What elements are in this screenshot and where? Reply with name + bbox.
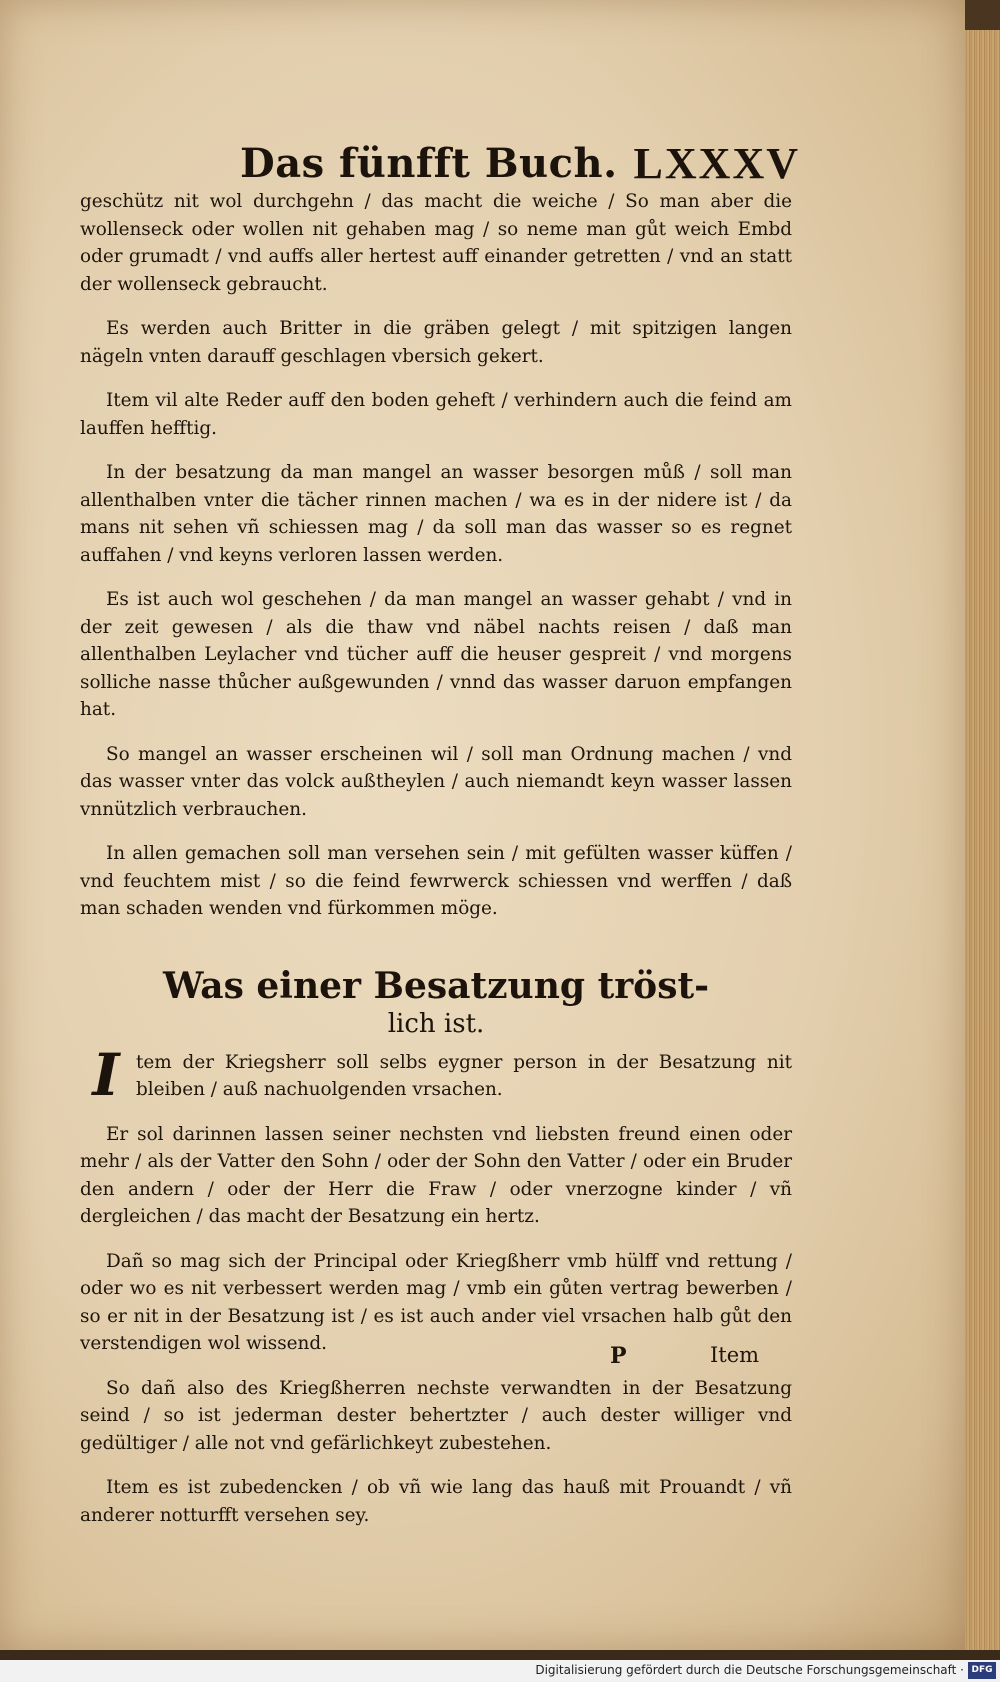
paragraph: So mangel an wasser erscheinen wil / soll man Ordnung machen / vnd das wasser vnter das volck außtheylen / auch niemandt keyn wasser lassen vnnützlich verbrauchen. <box>80 743 792 820</box>
signature-mark: P <box>610 1343 627 1369</box>
running-title: Das fünfft Buch. <box>240 140 618 187</box>
footer-credit: Digitalisierung gefördert durch die Deutsche Forschungsgemeinschaft · <box>535 1663 964 1677</box>
paragraph: geschütz nit wol durchgehn / das macht die weiche / So man aber die wollenseck oder wollen nit gehaben mag / so neme man gůt weich Embd oder grumadt / vnd auffs aller hertest auff einander getretten / vnd an statt der wollenseck gebraucht. <box>80 191 792 295</box>
section-intro-text: tem der Kriegsherr soll selbs eygner person in der Besatzung nit bleiben / auß nachuolgenden vrsachen. <box>136 1051 792 1100</box>
page-edge-shadow <box>965 0 1000 30</box>
section-heading <box>80 965 792 1041</box>
paragraph: So dañ also des Kriegßherren nechste verwandten in der Besatzung seind / so ist jederman dester behertzter / auch dester williger vnd gedültiger / alle not vnd gefärlichkeyt zubestehen. <box>80 1377 792 1454</box>
paragraph: Item es ist zubedencken / ob vñ wie lang das hauß mit Prouandt / vñ anderer notturfft versehen sey. <box>80 1477 792 1526</box>
paragraph: Es werden auch Britter in die gräben gelegt / mit spitzigen langen nägeln vnten darauff geschlagen vbersich gekert. <box>80 318 792 367</box>
page-body <box>80 188 792 1546</box>
dfg-logo: DFG <box>968 1662 996 1679</box>
running-header <box>240 140 800 190</box>
digitization-footer <box>0 1660 1000 1682</box>
paragraph: In der besatzung da man mangel an wasser besorgen můß / soll man allenthalben vnter die tächer rinnen machen / wa es in der nidere ist / da mans nit sehen vñ schiessen mag / da soll man das wasser so es regnet auffahen / vnd keyns verloren lassen werden. <box>80 462 792 566</box>
folio-number: LXXXV <box>633 139 800 188</box>
drop-capital: I <box>92 1040 120 1109</box>
paragraph: Item vil alte Reder auff den boden geheft / verhindern auch die feind am lauffen hefftig. <box>80 390 792 439</box>
paragraph: Er sol darinnen lassen seiner nechsten vnd liebsten freund einen oder mehr / als der Vatter den Sohn / oder der Sohn den Vatter / oder ein Bruder den andern / oder der Herr die Fraw / oder vnerzogne kinder / vñ dergleichen / das macht der Besatzung ein hertz. <box>80 1123 792 1227</box>
paragraph: In allen gemachen soll man versehen sein / mit gefülten wasser küffen / vnd feuchtem mist / so die feind fewrwerck schiessen vnd werffen / daß man schaden wenden vnd fürkommen möge. <box>80 843 792 919</box>
paragraph: Es ist auch wol geschehen / da man mangel an wasser gehabt / vnd in der zeit gewesen / als die thaw vnd näbel nachts reisen / daß man allenthalben Leylacher vnd tücher auff die heuser gespreit / vnd morgens solliche nasse thůcher außgewunden / vnnd das wasser daruon empfangen hat. <box>80 589 792 720</box>
section-intro <box>80 1040 792 1109</box>
page-edge <box>965 0 1000 1650</box>
section-heading-line1: Was einer Besatzung tröst- <box>162 964 710 1007</box>
paragraph: Dañ so mag sich der Principal oder Kriegßherr vmb hülff vnd rettung / oder wo es nit verbessert werden mag / vmb ein gůten vertrag bewerben / so er nit in der Besatzung ist / es ist auch ander viel vrsachen halb gůt den verstendigen wol wissend. <box>80 1250 792 1354</box>
catchword: Item <box>710 1343 760 1367</box>
section-heading-line2: lich ist. <box>387 1008 485 1039</box>
